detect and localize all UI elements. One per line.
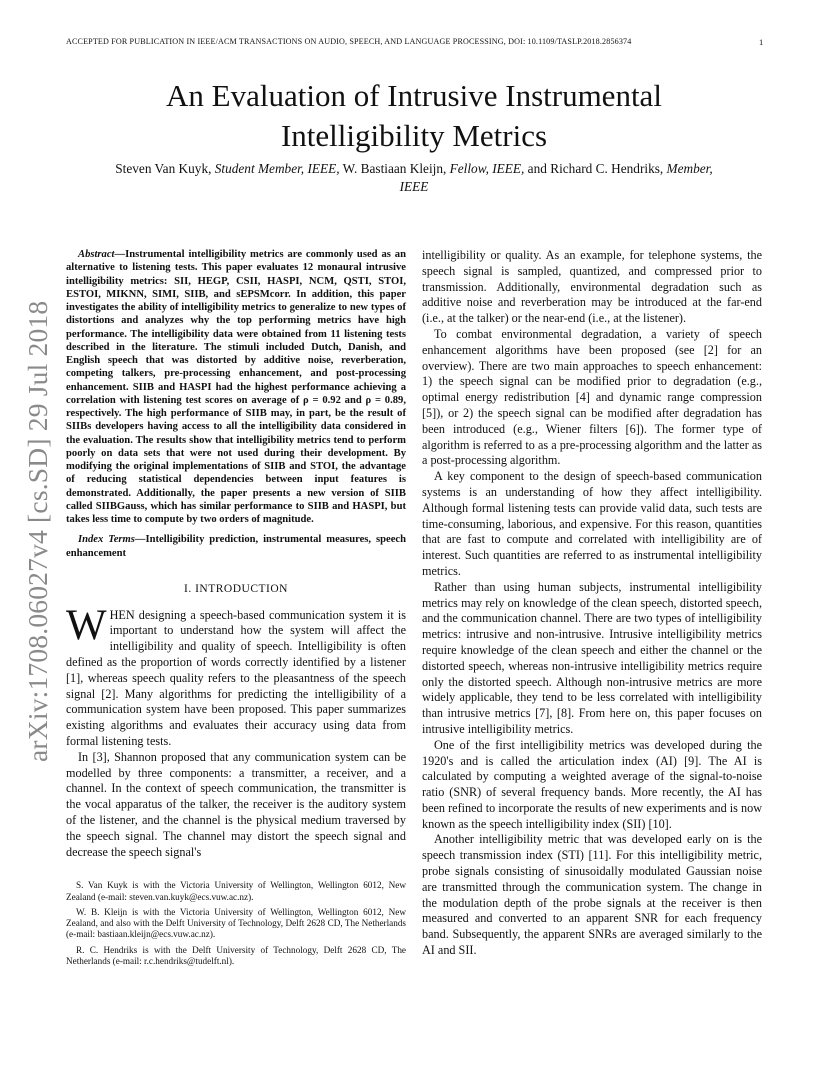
running-header: ACCEPTED FOR PUBLICATION IN IEEE/ACM TRANSACTIONS ON AUDIO, SPEECH, AND LANGUAGE PROCESSING, DOI: 10.1109/TASLP.2018.2856374 [66,37,632,46]
intro-paragraph-1-text: HEN designing a speech-based communication system it is important to understand how the system will affect the intelligibility and quality of speech. Intelligibility is often defined as the proportion of words correctly identified by a listener [1], whereas speech quality refers to the pleasantness of the speech signal [2]. Many algorithms for predicting the intelligibility of a communication system have been proposed. This paper summarizes existing algorithms and evaluates their accuracy using data from formal listening tests. [66,607,406,748]
author-3: and Richard C. Hendriks, [524,161,667,176]
title-line-2: Intelligibility Metrics [280,118,548,153]
author-1-role: Student Member, IEEE, [214,161,340,176]
drop-cap: W [66,601,107,649]
author-1: Steven Van Kuyk, [115,161,215,176]
footnote-1: S. Van Kuyk is with the Victoria University of Wellington, Wellington 6012, New Zealand (e-mail: steven.van.kuyk@ecs.vuw.ac.nz). [66,880,406,902]
abstract-text: —Instrumental intelligibility metrics are commonly used as an alternative to listening tests. This paper evaluates 12 monaural intrusive intelligibility metrics: SII, HEGP, CSII, HASPI, NCM, QSTI, STOI, ESTOI, MIKNN, SIMI, SIIB, and sEPSMcorr. In addition, this paper investigates the ability of intelligibility metrics to generalize to new types of distortions and analyzes why the top performing metrics have high performance. The intelligibility data were obtained from 11 listening tests described in the literature. The stimuli included Dutch, Danish, and English speech that was distorted by additive noise, reverberation, competing talkers, pre-processing enhancement, and post-processing enhancement. SIIB and HASPI had the highest performance achieving a correlation with listening test scores on average of ρ = 0.92 and ρ = 0.89, respectively. The high performance of SIIB may, in part, be the result of SIIBs developers having access to all the intelligibility data considered in the evaluation. The results show that intelligibility metrics tend to perform poorly on data sets that were not used during their development. By modifying the original implementations of SIIB and STOI, the advantage of reducing statistical dependencies between input features is demonstrated. Additionally, the paper presents a new version of SIIB called SIIBGauss, which has similar performance to SIIB and HASPI, but takes less time to compute by two orders of magnitude. [66,249,406,525]
body-paragraph-2: To combat environmental degradation, a variety of speech enhancement algorithms have been proposed (see [2] for an overview). There are two main approaches to speech enhancement: 1) the speech signal can be modified prior to degradation (e.g., optimal energy redistribution [4] and dynamic range compression [5]), or 2) the speech signal can be modified after degradation has been introduced (e.g., Wiener filters [6]). The former type of algorithm is referred to as a pre-processing algorithm and the latter as a post-processing algorithm. [422,326,762,468]
body-paragraph-4: Rather than using human subjects, instrumental intelligibility metrics may rely on knowledge of the clean speech, distorted speech, and the communication channel. There are two types of intelligibility metrics: intrusive and non-intrusive. Intrusive intelligibility metrics require knowledge of the clean speech and either the channel or the distorted speech, whereas non-intrusive intelligibility metrics require only the distorted speech. Although non-intrusive metrics are more widely applicable, they tend to be less correlated with intelligibility than intrusive metrics [7], [8]. From here on, this paper focuses on intrusive intelligibility metrics. [422,579,762,736]
footnote-3: R. C. Hendriks is with the Delft University of Technology, Delft 2628 CD, The Netherlands (e-mail: r.c.hendriks@tudelft.nl). [66,944,406,967]
index-terms [66,533,406,560]
right-column [422,248,762,959]
author-2: W. Bastiaan Kleijn, [339,161,450,176]
paper-title [0,76,828,156]
body-paragraph-6: Another intelligibility metric that was developed early on is the speech transmission index (STI) [11]. For this intelligibility metric, probe signals consisting of sinusoidally modulated Gaussian noise are transmitted through the communication system. The change in the modulation depth of the probe signals at the receiver is then measured and converted to an apparent SNR for each frequency band. Subsequently, the apparent SNRs are averaged similarly to the AI and SII. [422,832,762,958]
index-terms-label: Index Terms [78,534,135,546]
body-paragraph-1: intelligibility or quality. As an example, for telephone systems, the speech signal is sampled, quantized, and compressed prior to transmission. Additionally, environmental degradation such as additive noise and reverberation may be introduced at the far-end (i.e., at the talker) or the near-end (i.e., at the listener). [422,248,762,326]
author-list [110,160,718,196]
section-heading-introduction: I. INTRODUCTION [184,582,288,595]
author-2-role: Fellow, IEEE, [449,161,525,176]
intro-paragraph-1 [66,601,406,750]
footnote-2: W. B. Kleijn is with the Victoria University of Wellington, Wellington 6012, New Zealand, and also with the Delft University of Technology, Delft 2628 CD, The Netherlands (e-mail: bastiaan.kleijn@ecs.vuw.ac.nz). [66,906,406,940]
abstract-label: Abstract [78,249,115,260]
title-line-1: An Evaluation of Intrusive Instrumental [166,78,662,113]
abstract [66,248,406,526]
page-number: 1 [759,37,764,47]
body-paragraph-5: One of the first intelligibility metrics was developed during the 1920's and is called the articulation index (AI) [9]. The AI is calculated by computing a weighted average of the signal-to-noise ratio (SNR) of several frequency bands. More recently, the AI has been refined to incorporate the results of new experiments and is now known as the speech intelligibility index (SII) [10]. [422,737,762,831]
left-column [66,248,406,971]
arxiv-sidebar-stamp: arXiv:1708.06027v4 [cs.SD] 29 Jul 2018 [22,300,53,762]
index-terms-text: —Intelligibility prediction, instrumental measures, speech enhancement [66,534,406,559]
intro-paragraph-2: In [3], Shannon proposed that any communication system can be modelled by three components: a transmitter, a receiver, and a channel. In the context of speech communication, the transmitter is the vocal apparatus of the talker, the receiver is the auditory system of the listener, and the channel is the physical medium traversed by the speech signal. The channel may distort the speech signal and decrease the speech signal's [66,749,406,859]
author-3-role: Member, IEEE [399,161,713,194]
footnotes [66,880,406,967]
body-paragraph-3: A key component to the design of speech-based communication systems is an understanding of how they affect intelligibility. Although formal listening tests can provide valid data, such tests are time-consuming, laborious, and expensive. For this reason, quantities that are fast to compute and correlated with intelligibility are of interest. Such quantities are referred to as instrumental intelligibility metrics. [422,469,762,578]
